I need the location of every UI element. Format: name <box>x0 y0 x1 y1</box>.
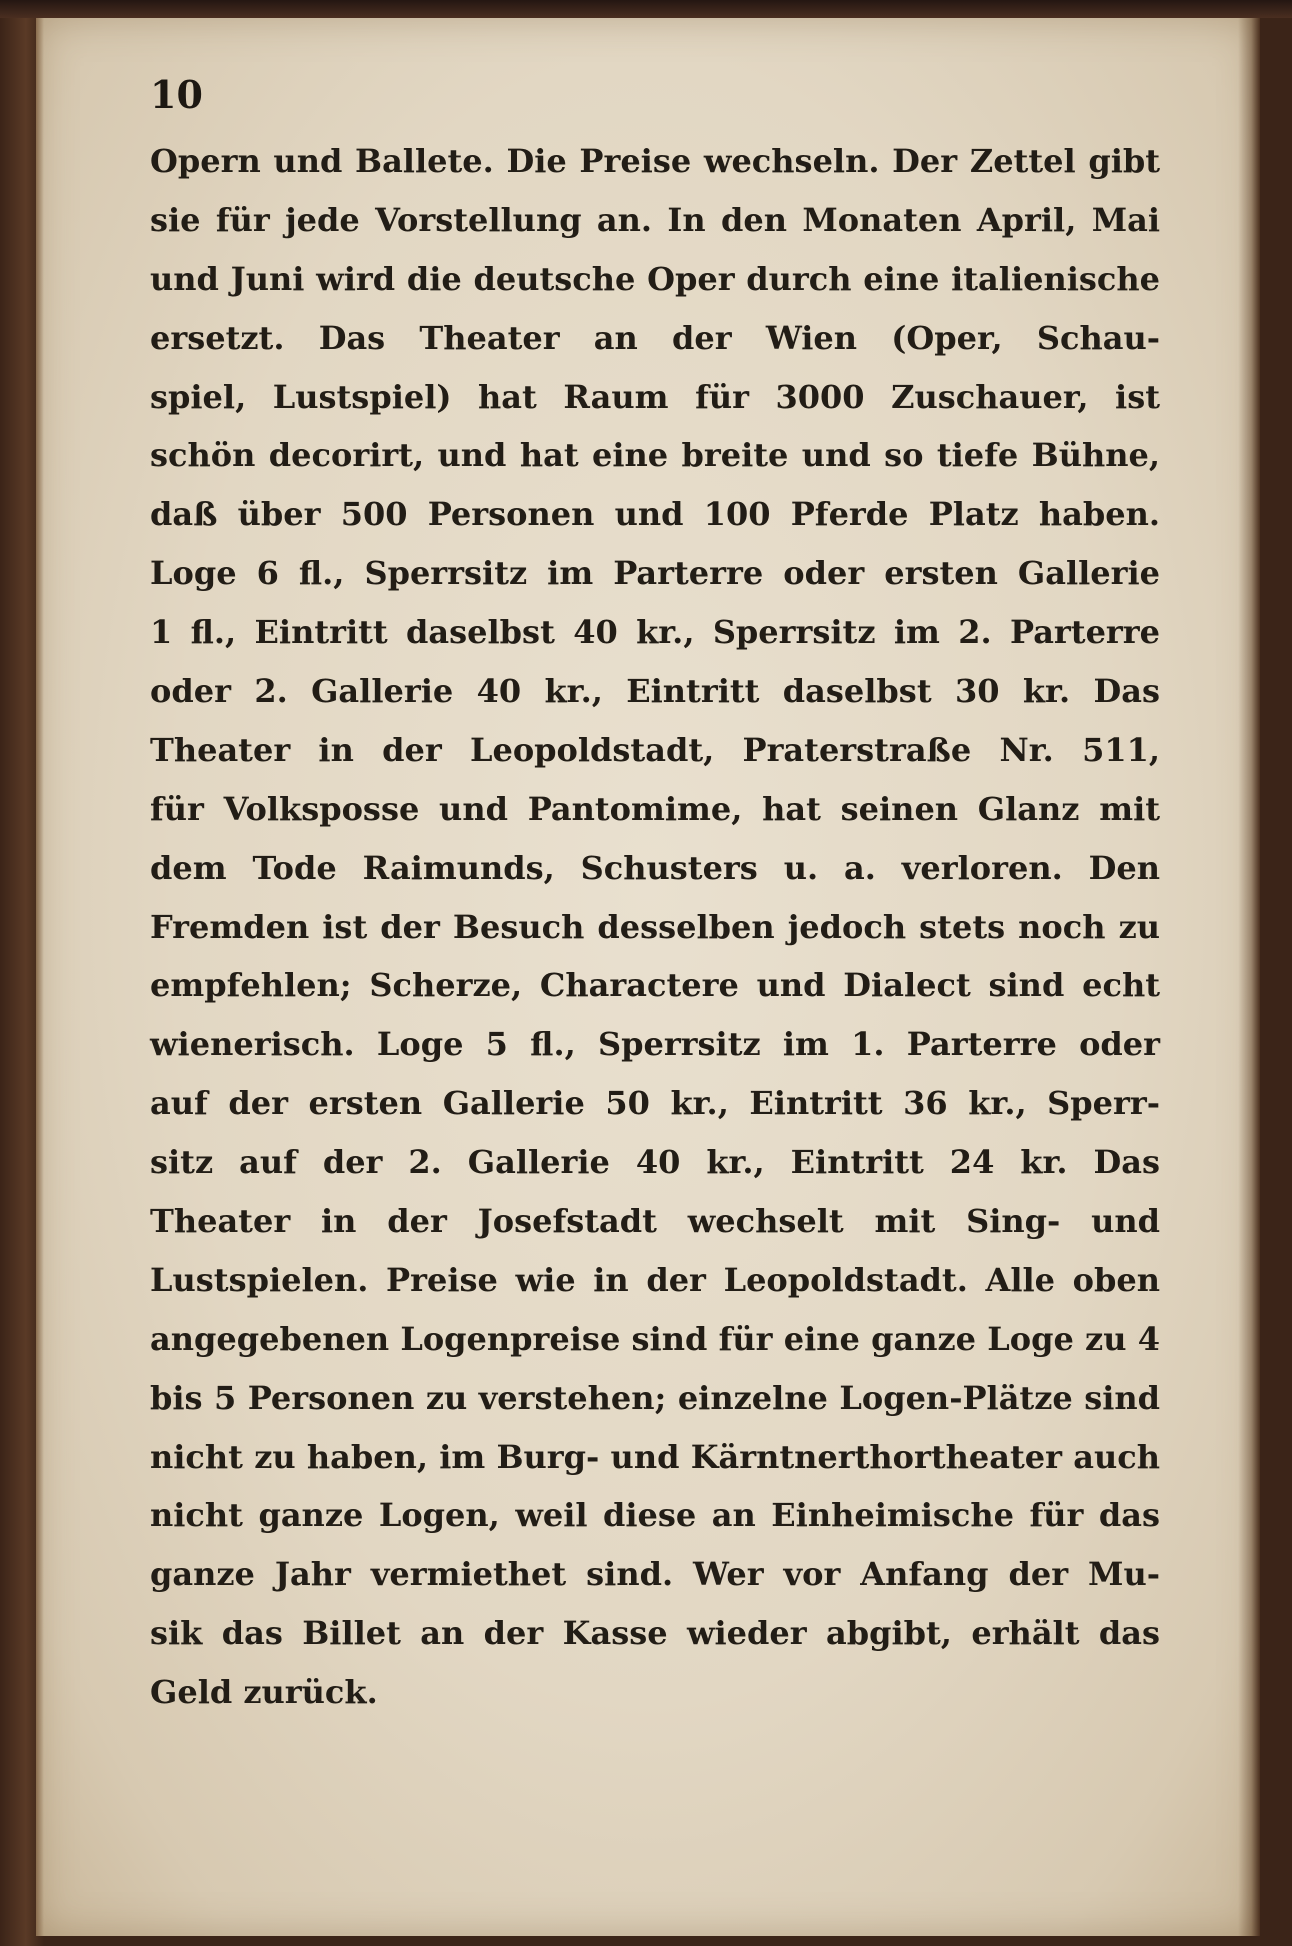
text-line: spiel, Lustspiel) hat Raum für 3000 Zuschauer, ist <box>150 377 1160 416</box>
text-line: dem Tode Raimunds, Schusters u. a. verloren. Den <box>150 848 1160 887</box>
text-line: oder 2. Gallerie 40 kr., Eintritt daselbst 30 kr. Das <box>150 672 1160 711</box>
text-line: daß über 500 Personen und 100 Pferde Platz haben. <box>150 495 1160 534</box>
text-line: sitz auf der 2. Gallerie 40 kr., Eintritt 24 kr. Das <box>150 1143 1160 1182</box>
text-line: ersetzt. Das Theater an der Wien (Oper, Schau- <box>150 318 1160 357</box>
page-left-edge <box>36 18 44 1936</box>
text-line: Opern und Ballete. Die Preise wechseln. Der Zettel gibt <box>150 142 1160 180</box>
text-line: nicht ganze Logen, weil diese an Einheimische für das <box>150 1496 1160 1535</box>
text-line: empfehlen; Scherze, Charactere und Dialect sind echt <box>150 966 1160 1005</box>
text-line: nicht zu haben, im Burg- und Kärntnerthortheater auch <box>150 1437 1160 1476</box>
text-line: auf der ersten Gallerie 50 kr., Eintritt 36 kr., Sperr- <box>150 1084 1160 1123</box>
text-line: bis 5 Personen zu verstehen; einzelne Logen-Plätze sind <box>150 1378 1160 1417</box>
text-line: 1 fl., Eintritt daselbst 40 kr., Sperrsitz im 2. Parterre <box>150 613 1160 652</box>
text-line: Theater in der Leopoldstadt, Praterstraße Nr. 511, <box>150 730 1160 769</box>
text-line: Loge 6 fl., Sperrsitz im Parterre oder ersten Gallerie <box>150 554 1160 593</box>
text-line: Fremden ist der Besuch desselben jedoch stets noch zu <box>150 907 1160 946</box>
text-line: Geld zurück. <box>150 1673 378 1712</box>
text-line: wienerisch. Loge 5 fl., Sperrsitz im 1. Parterre oder <box>150 1025 1160 1064</box>
text-line: Lustspielen. Preise wie in der Leopoldstadt. Alle oben <box>150 1260 1160 1299</box>
text-line: schön decorirt, und hat eine breite und so tiefe Bühne, <box>150 436 1160 475</box>
text-line: Theater in der Josefstadt wechselt mit Sing- und <box>150 1202 1160 1241</box>
page-right-edge <box>1238 18 1260 1936</box>
text-line: sie für jede Vorstellung an. In den Monaten April, Mai <box>150 200 1160 239</box>
text-line: für Volksposse und Pantomime, hat seinen Glanz mit <box>150 789 1160 828</box>
text-line: sik das Billet an der Kasse wieder abgibt, erhält das <box>150 1614 1160 1653</box>
page-number: 10 <box>150 72 203 117</box>
text-line: angegebenen Logenpreise sind für eine ganze Loge zu 4 <box>150 1319 1160 1358</box>
text-line: ganze Jahr vermiethet sind. Wer vor Anfang der Mu- <box>150 1555 1160 1594</box>
body-text <box>150 132 1160 1722</box>
book-spine-top <box>0 0 1292 18</box>
text-line: und Juni wird die deutsche Oper durch eine italienische <box>150 259 1160 298</box>
